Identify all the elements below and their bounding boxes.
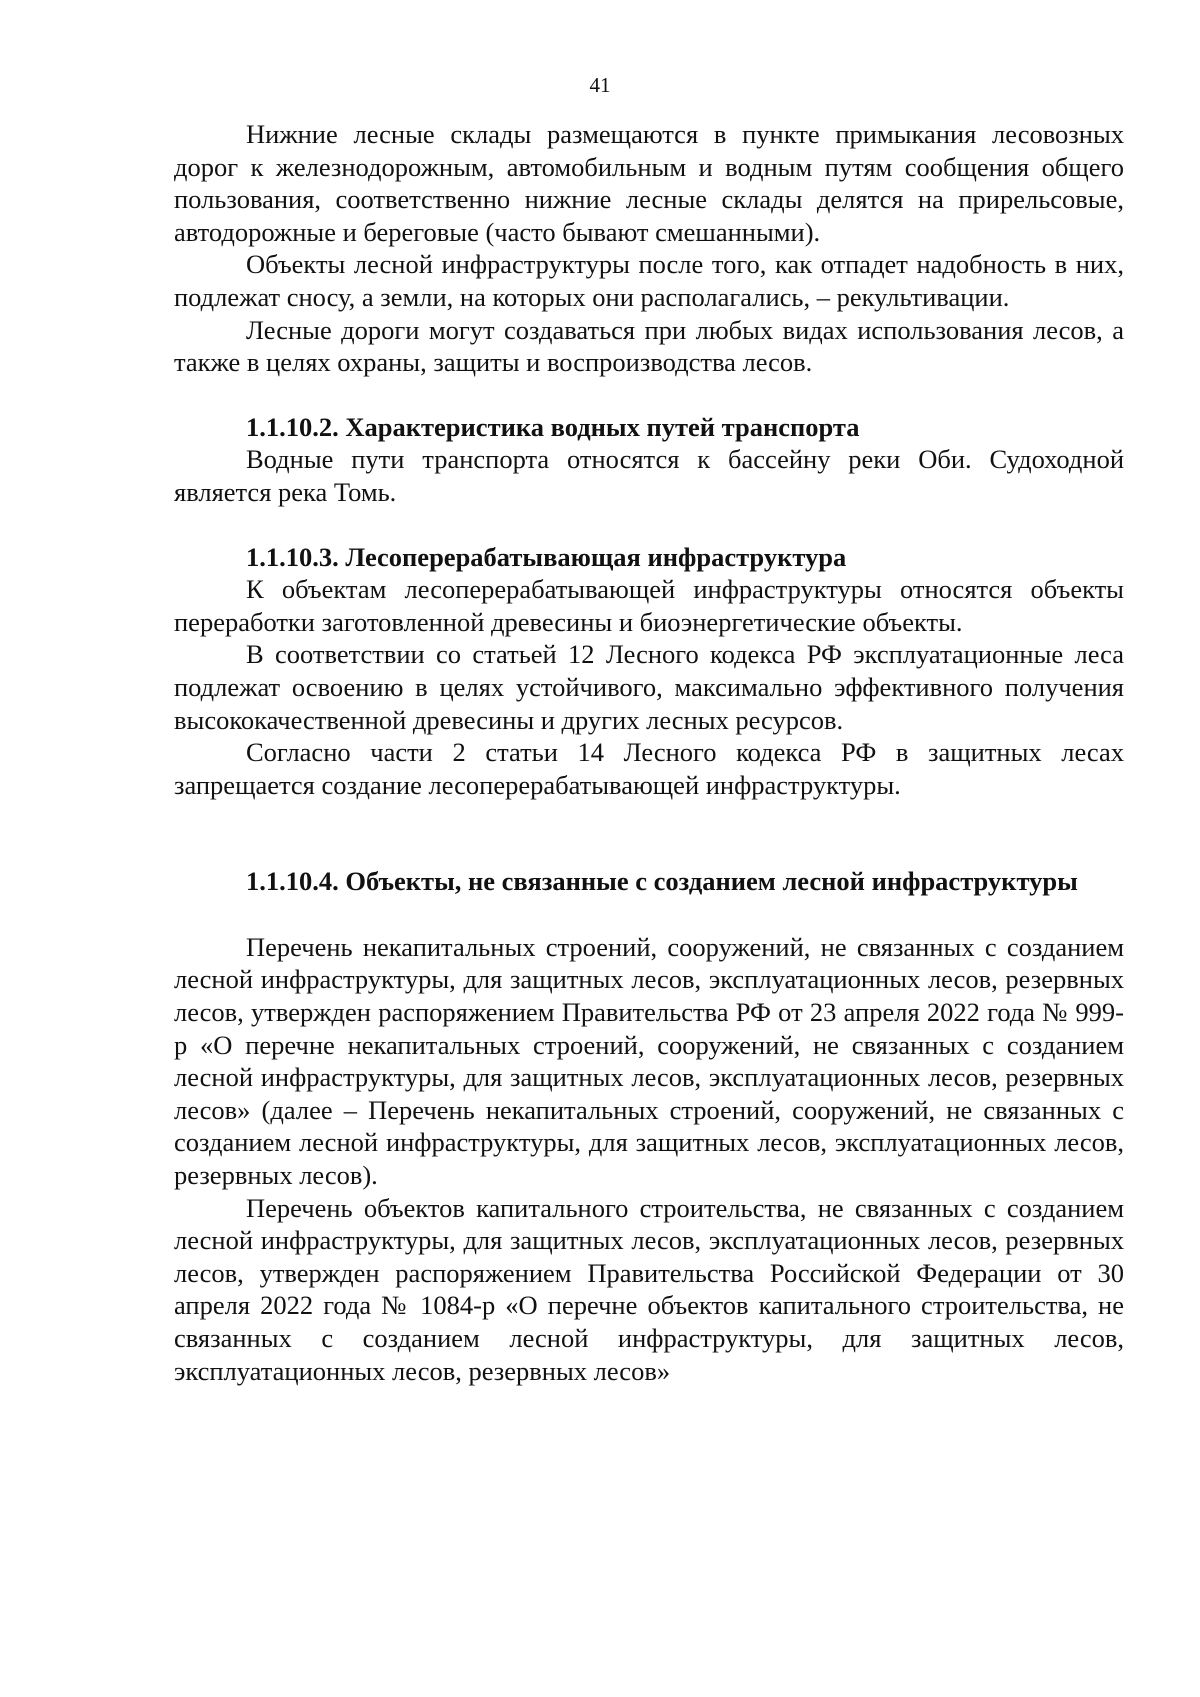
section-heading-unrelated-objects: 1.1.10.4. Объекты, не связанные с созданием лесной инфраструктуры [246, 866, 1078, 897]
section-heading-waterways: 1.1.10.2. Характеристика водных путей транспорта [246, 411, 860, 442]
paragraph-forest-roads: Лесные дороги могут создаваться при любых видах использования лесов, а также в целях охраны, защиты и воспроизводства лесов. [174, 314, 1124, 378]
paragraph-capital-list: Перечень объектов капитального строительства, не связанных с созданием лесной инфраструктуры, для защитных лесов, эксплуатационных лесов, резервных лесов, утвержден распоряжением Правительства Российской Федерации от 30 апреля 2022 года № 1084-р «О перечне объектов капитального строительства, не связанных с созданием лесной инфраструктуры, для защитных лесов, эксплуатационных лесов, резервных лесов» [174, 1192, 1124, 1386]
paragraph-non-capital-list: Перечень некапитальных строений, сооружений, не связанных с созданием лесной инфраструктуры, для защитных лесов, эксплуатационных лесов, резервных лесов, утвержден распоряжением Правительства РФ от 23 апреля 2022 года № 999-р «О перечне некапитальных строений, сооружений, не связанных с созданием лесной инфраструктуры, для защитных лесов, эксплуатационных лесов, резервных лесов» (далее – Перечень некапитальных строений, сооружений, не связанных с созданием лесной инфраструктуры, для защитных лесов, эксплуатационных лесов, резервных лесов). [174, 931, 1124, 1191]
spacer [174, 801, 1124, 865]
paragraph-processing-objects: К объектам лесоперерабатывающей инфраструктуры относятся объекты переработки заготовленной древесины и биоэнергетические объекты. [174, 574, 1124, 637]
paragraph-article-14: Согласно части 2 статьи 14 Лесного кодекса РФ в защитных лесах запрещается создание лесоперерабатывающей инфраструктуры. [174, 737, 1124, 800]
paragraph-article-12: В соответствии со статьей 12 Лесного кодекса РФ эксплуатационные леса подлежат освоению в целях устойчивого, максимально эффективного получения высококачественной древесины и других лесных ресурсов. [174, 639, 1124, 735]
spacer [174, 509, 1124, 541]
page-number: 41 [589, 73, 611, 97]
section-heading-wood-processing: 1.1.10.3. Лесоперерабатывающая инфраструктура [246, 541, 847, 572]
paragraph-demolition: Объекты лесной инфраструктуры после того, как отпадет надобность в них, подлежат сносу, а земли, на которых они располагались, – рекультивации. [174, 249, 1124, 312]
spacer [174, 898, 1124, 931]
paragraph-waterways: Водные пути транспорта относятся к бассейну реки Оби. Судоходной является река Томь. [174, 444, 1124, 507]
paragraph-lower-warehouses: Нижние лесные склады размещаются в пункте примыкания лесовозных дорог к железнодорожным, автомобильным и водным путям сообщения общего пользования, соответственно нижние лесные склады делятся на прирельсовые, автодорожные и береговые (часто бывают смешанными). [174, 119, 1124, 247]
document-body [174, 118, 1124, 1387]
spacer [174, 379, 1124, 411]
